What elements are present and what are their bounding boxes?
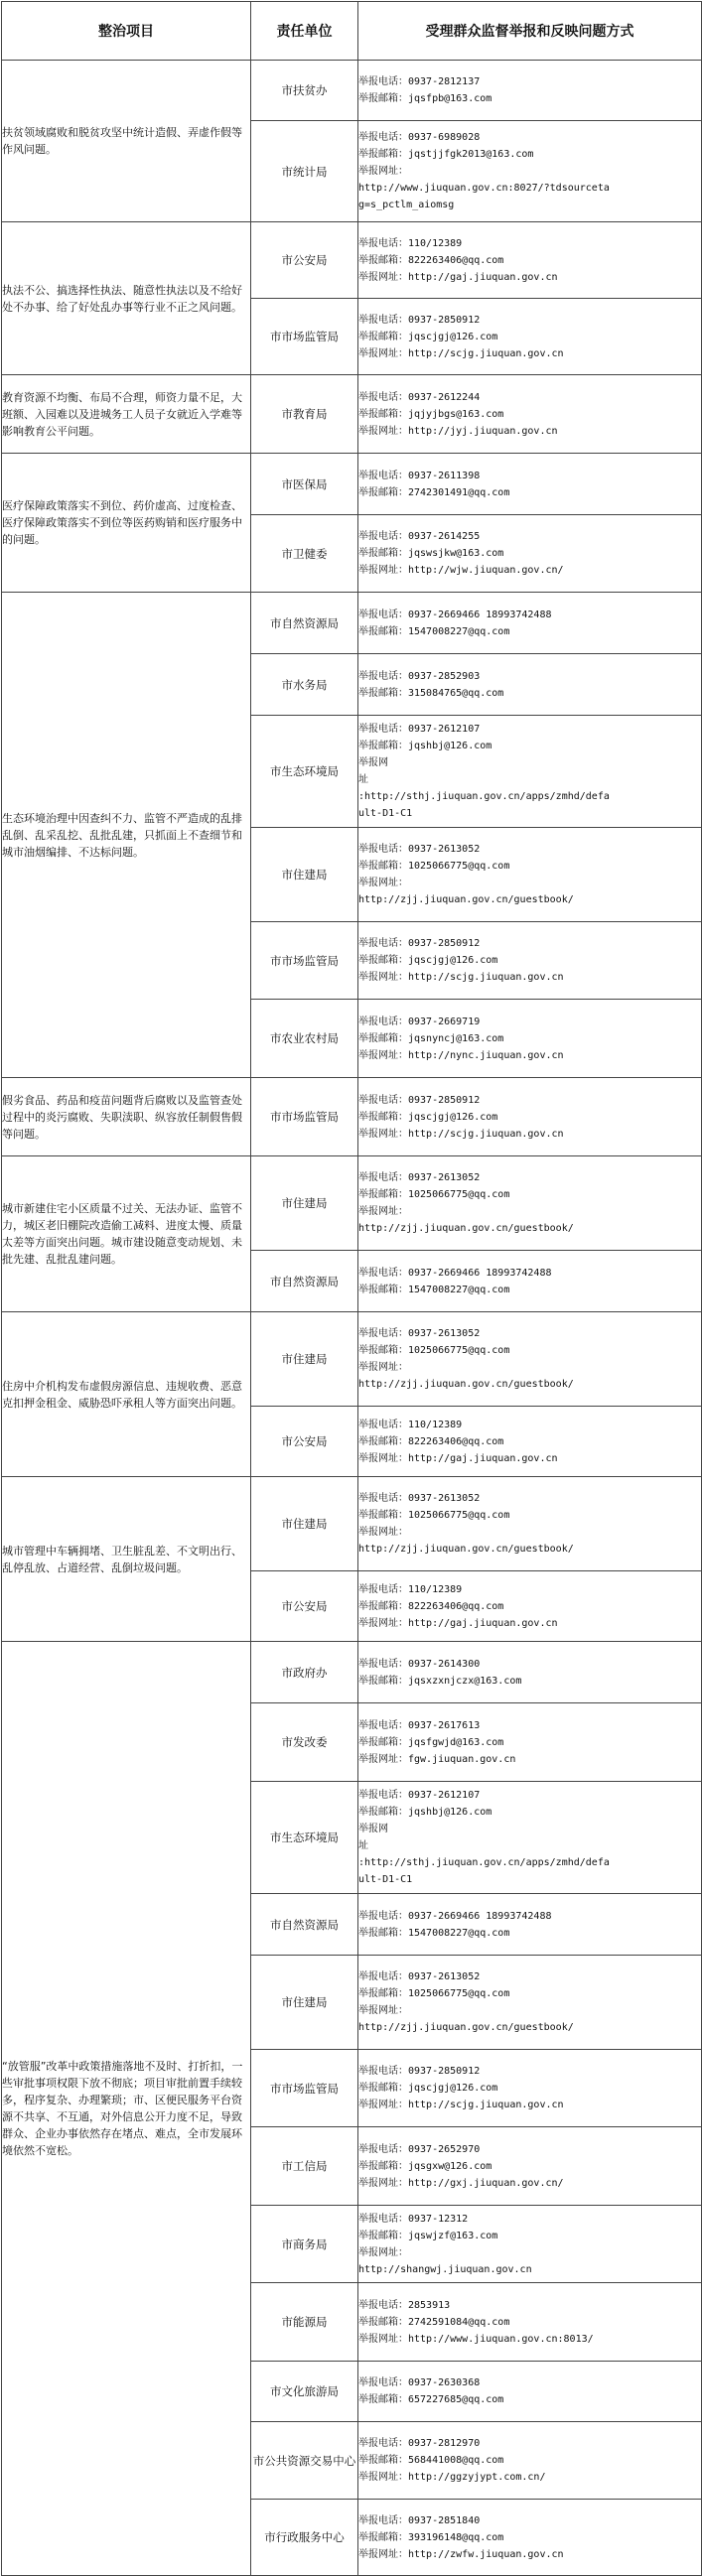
contact-line: 举报电话：0937-2850912 <box>358 1094 481 1106</box>
contact-cell <box>358 515 702 593</box>
issue-cell: “放管服”改革中政策措施落地不及时、打折扣，一些审批事项权限下放不彻底；项目审批前置手续较多，程序复杂、办理繁琐；市、区便民服务平台资源不共享、不互通，对外信息公开力度不足，导致群众、企业办事依然存在堵点、难点，全市发展环境依然不宽松。 <box>2 1642 251 2576</box>
table-row <box>2 222 702 299</box>
contact-cell <box>358 299 702 375</box>
table-row <box>2 1312 702 1407</box>
dept-cell: 市住建局 <box>251 1956 358 2050</box>
contact-cell <box>358 121 702 222</box>
dept-cell: 市政府办 <box>251 1642 358 1703</box>
contact-line: 举报邮箱：jqjyjbgs@163.com <box>358 408 504 420</box>
contact-line: http://zjj.jiuquan.gov.cn/guestbook/ <box>358 1223 574 1234</box>
contact-line: 举报电话：0937-2669466 18993742488 <box>358 1910 552 1922</box>
dept-cell: 市医保局 <box>251 454 358 515</box>
contact-line: 举报邮箱：jqsnyncj@163.com <box>358 1032 504 1044</box>
contact-line: 举报网址：http://jyj.jiuquan.gov.cn <box>358 425 558 437</box>
contact-line: 举报邮箱：1547008227@qq.com <box>358 1284 510 1295</box>
contact-cell <box>358 2422 702 2500</box>
table-row <box>2 593 702 654</box>
contact-line: 举报网址：http://zwfw.jiuquan.gov.cn <box>358 2548 564 2560</box>
contact-line: 举报邮箱：jqscjgj@126.com <box>358 2083 498 2094</box>
contact-line: 举报网址：http://scjg.jiuquan.gov.cn <box>358 1128 564 1140</box>
contact-line: http://zjj.jiuquan.gov.cn/guestbook/ <box>358 1544 574 1555</box>
issue-cell: 扶贫领域腐败和脱贫攻坚中统计造假、弄虚作假等作风问题。 <box>2 61 251 222</box>
contact-line: 举报网址：http://gaj.jiuquan.gov.cn <box>358 271 558 283</box>
contact-line: 举报邮箱：315084765@qq.com <box>358 687 504 699</box>
contact-line: 举报电话：0937-2812137 <box>358 76 481 87</box>
contact-line: 举报电话：2853913 <box>358 2299 451 2311</box>
dept-cell: 市市场监管局 <box>251 922 358 1000</box>
header-row <box>2 2 702 61</box>
contact-line: 举报电话：0937-2850912 <box>358 2066 481 2077</box>
contact-cell <box>358 61 702 121</box>
contact-line: 举报网址： <box>358 2005 408 2016</box>
contact-line: http://www.jiuquan.gov.cn:8027/?tdsourceta <box>358 183 610 194</box>
dept-cell: 市市场监管局 <box>251 1078 358 1156</box>
contact-line: http://zjj.jiuquan.gov.cn/guestbook/ <box>358 1379 574 1390</box>
contact-line: 举报邮箱：1025066775@qq.com <box>358 1345 510 1356</box>
contact-line: 举报邮箱：jqsgxw@126.com <box>358 2160 492 2172</box>
dept-cell: 市自然资源局 <box>251 593 358 654</box>
contact-line: 举报电话：0937-2613052 <box>358 1172 481 1183</box>
contact-line: 举报电话：0937-2611398 <box>358 470 481 481</box>
issue-cell: 生态环境治理中因查纠不力、监管不严造成的乱排乱倒、乱采乱挖、乱批乱建，只抓面上不查细节和城市油烟编排、不达标问题。 <box>2 593 251 1078</box>
dept-cell: 市发改委 <box>251 1703 358 1782</box>
issue-cell: 医疗保障政策落实不到位、药价虚高、过度检查、医疗保障政策落实不到位等医药购销和医疗服务中的问题。 <box>2 454 251 593</box>
table-body <box>2 61 702 2576</box>
contact-cell <box>358 1156 702 1251</box>
contact-line: 举报邮箱：jqshbj@126.com <box>358 741 492 751</box>
issue-cell: 教育资源不均衡、布局不合理，师资力量不足，大班额、入园难以及进城务工人员子女就近入学难等影响教育公平问题。 <box>2 375 251 454</box>
table-row <box>2 454 702 515</box>
issue-cell: 城市新建住宅小区质量不过关、无法办证、监管不力，城区老旧棚院改造偷工减料、进度太慢、质量太差等方面突出问题。城市建设随意变动规划、未批先建、乱批乱建问题。 <box>2 1156 251 1312</box>
contact-line: 举报邮箱：822263406@qq.com <box>358 1435 504 1447</box>
contact-cell <box>358 1251 702 1312</box>
contact-line: 举报邮箱：jqsxzxnjczx@163.com <box>358 1675 522 1687</box>
table-row <box>2 61 702 121</box>
contact-line: 举报邮箱：1547008227@qq.com <box>358 625 510 637</box>
contact-line: 举报电话：0937-2613052 <box>358 844 481 855</box>
table-row <box>2 375 702 454</box>
issue-cell: 执法不公、搞选择性执法、随意性执法以及不给好处不办事、给了好处乱办事等行业不正之风问题。 <box>2 222 251 375</box>
contact-cell <box>358 1078 702 1156</box>
contact-line: 举报邮箱：822263406@qq.com <box>358 254 504 266</box>
dept-cell: 市住建局 <box>251 1156 358 1251</box>
contact-line: 举报电话：110/12389 <box>358 1583 463 1595</box>
contact-line: 举报网址：http://scjg.jiuquan.gov.cn <box>358 972 564 983</box>
contact-line: 举报电话：0937-2850912 <box>358 938 481 949</box>
contact-line: 举报电话：0937-2812970 <box>358 2438 481 2449</box>
contact-cell <box>358 1956 702 2050</box>
contact-line: 举报网址： <box>358 166 408 177</box>
contact-line: 举报电话：0937-12312 <box>358 2213 469 2225</box>
contact-cell <box>358 1782 702 1894</box>
table-row <box>2 1156 702 1251</box>
contact-line: 举报电话：0937-2614255 <box>358 531 481 542</box>
contact-cell <box>358 593 702 654</box>
contact-line: 举报邮箱：jqsfpb@163.com <box>358 93 492 104</box>
contact-line: 举报电话：110/12389 <box>358 237 463 249</box>
contact-line: 举报邮箱：1025066775@qq.com <box>358 1189 510 1200</box>
contact-cell <box>358 2500 702 2576</box>
contact-line: 举报电话：0937-2652970 <box>358 2143 481 2155</box>
contact-line: http://zjj.jiuquan.gov.cn/guestbook/ <box>358 894 574 905</box>
dept-cell: 市能源局 <box>251 2283 358 2362</box>
contact-line: 举报邮箱：1025066775@qq.com <box>358 861 510 872</box>
contact-line: 举报网址：http://ggzyjypt.com.cn/ <box>358 2472 546 2483</box>
dept-cell: 市自然资源局 <box>251 1894 358 1956</box>
contact-cell <box>358 2127 702 2206</box>
contact-line: 举报邮箱：jqstjjfgk2013@163.com <box>358 149 534 160</box>
contact-line: 举报电话：0937-2669466 18993742488 <box>358 609 552 620</box>
dept-cell: 市自然资源局 <box>251 1251 358 1312</box>
contact-cell <box>358 222 702 299</box>
dept-cell: 市住建局 <box>251 1312 358 1407</box>
dept-cell: 市住建局 <box>251 828 358 922</box>
dept-cell: 市水务局 <box>251 654 358 716</box>
contact-line: 举报邮箱：568441008@qq.com <box>358 2455 504 2466</box>
contact-line: 举报网址：http://scjg.jiuquan.gov.cn <box>358 2100 564 2110</box>
contact-line: 举报网址：http://wjw.jiuquan.gov.cn/ <box>358 565 564 576</box>
dept-cell: 市工信局 <box>251 2127 358 2206</box>
dept-cell: 市扶贫办 <box>251 61 358 121</box>
contact-line: 举报网址：http://nync.jiuquan.gov.cn <box>358 1049 564 1061</box>
contact-cell <box>358 454 702 515</box>
contact-line: 举报电话：0937-2617613 <box>358 1719 481 1731</box>
contact-line: 举报电话：0937-2614300 <box>358 1658 481 1670</box>
dept-cell: 市生态环境局 <box>251 716 358 828</box>
contact-line: 举报电话：0937-2852903 <box>358 670 481 682</box>
contact-line: 举报电话：0937-2851840 <box>358 2514 481 2526</box>
contact-line: 举报电话：0937-2612107 <box>358 724 481 735</box>
contact-line: 举报邮箱：2742591084@qq.com <box>358 2316 510 2328</box>
contact-line: 举报网址：http://scjg.jiuquan.gov.cn <box>358 347 564 359</box>
contact-line: 举报邮箱：1547008227@qq.com <box>358 1927 510 1939</box>
contact-cell <box>358 1894 702 1956</box>
issue-cell: 住房中介机构发布虚假房源信息、违规收费、恶意克扣押金租金、威胁恐吓承租人等方面突出问题。 <box>2 1312 251 1477</box>
contact-cell <box>358 2283 702 2362</box>
contact-line: 举报电话：0937-2612244 <box>358 391 481 403</box>
contact-line: 举报电话：0937-2613052 <box>358 1493 481 1504</box>
contact-line: :http://sthj.jiuquan.gov.cn/apps/zmhd/defa <box>358 791 610 802</box>
contact-line: 举报电话：0937-2612107 <box>358 1790 481 1801</box>
contact-cell <box>358 1571 702 1642</box>
contact-line: 举报邮箱：393196148@qq.com <box>358 2531 504 2543</box>
contact-line: 举报电话：0937-2669466 18993742488 <box>358 1267 552 1279</box>
contact-line: 举报邮箱：2742301491@qq.com <box>358 486 510 498</box>
contact-cell <box>358 1407 702 1477</box>
contact-cell <box>358 716 702 828</box>
dept-cell: 市公安局 <box>251 1407 358 1477</box>
issue-cell: 假劣食品、药品和疫苗问题背后腐败以及监管查处过程中的炎污腐败、失职渎职、纵容放任制假售假等问题。 <box>2 1078 251 1156</box>
contact-line: 举报邮箱：jqscjgj@126.com <box>358 1111 498 1123</box>
contact-line: ult-D1-C1 <box>358 808 413 819</box>
contact-line: 举报电话：0937-2850912 <box>358 314 481 326</box>
contact-cell <box>358 1000 702 1078</box>
supervision-table <box>1 1 702 2576</box>
dept-cell: 市教育局 <box>251 375 358 454</box>
contact-line: 举报邮箱：jqshbj@126.com <box>358 1807 492 1818</box>
issue-cell: 城市管理中车辆拥堵、卫生脏乱差、不文明出行、乱停乱放、占道经营、乱倒垃圾问题。 <box>2 1477 251 1642</box>
contact-line: 举报邮箱：657227685@qq.com <box>358 2394 504 2405</box>
table-row <box>2 1477 702 1571</box>
contact-line: 举报网 <box>358 757 388 768</box>
dept-cell: 市市场监管局 <box>251 299 358 375</box>
dept-cell: 市文化旅游局 <box>251 2362 358 2422</box>
contact-line: 举报网址： <box>358 878 408 888</box>
contact-line: 举报邮箱：jqsfgwjd@163.com <box>358 1736 504 1748</box>
contact-cell <box>358 828 702 922</box>
contact-cell <box>358 1312 702 1407</box>
contact-line: 址 <box>358 774 368 785</box>
contact-cell <box>358 1703 702 1782</box>
header-dept: 责任单位 <box>251 2 358 61</box>
dept-cell: 市农业农村局 <box>251 1000 358 1078</box>
contact-cell <box>358 2362 702 2422</box>
header-issue: 整治项目 <box>2 2 251 61</box>
dept-cell: 市公共资源交易中心 <box>251 2422 358 2500</box>
contact-line: 举报邮箱：jqswjzf@163.com <box>358 2230 498 2241</box>
contact-cell <box>358 2050 702 2127</box>
contact-line: 址 <box>358 1840 368 1851</box>
contact-line: 举报网址： <box>358 1362 408 1373</box>
contact-cell <box>358 1642 702 1703</box>
contact-line: 举报网址：http://gaj.jiuquan.gov.cn <box>358 1617 558 1629</box>
contact-cell <box>358 1477 702 1571</box>
contact-line: http://zjj.jiuquan.gov.cn/guestbook/ <box>358 2022 574 2033</box>
dept-cell: 市住建局 <box>251 1477 358 1571</box>
contact-line: 举报电话：0937-2630368 <box>358 2377 481 2388</box>
dept-cell: 市统计局 <box>251 121 358 222</box>
contact-line: 举报网址：fgw.jiuquan.gov.cn <box>358 1753 516 1765</box>
contact-line: :http://sthj.jiuquan.gov.cn/apps/zmhd/defa <box>358 1857 610 1868</box>
contact-line: 举报邮箱：1025066775@qq.com <box>358 1510 510 1521</box>
dept-cell: 市公安局 <box>251 1571 358 1642</box>
dept-cell: 市卫健委 <box>251 515 358 593</box>
contact-line: 举报电话：0937-2613052 <box>358 1328 481 1339</box>
contact-line: 举报网 <box>358 1824 388 1834</box>
contact-line: http://shangwj.jiuquan.gov.cn <box>358 2263 532 2275</box>
contact-line: 举报电话：0937-2613052 <box>358 1971 481 1982</box>
contact-line: 举报网址：http://gaj.jiuquan.gov.cn <box>358 1452 558 1464</box>
contact-line: 举报电话：0937-2669719 <box>358 1016 481 1027</box>
contact-line: 举报网址： <box>358 2246 408 2258</box>
contact-line: ult-D1-C1 <box>358 1874 413 1885</box>
contact-line: 举报邮箱：822263406@qq.com <box>358 1600 504 1612</box>
contact-cell <box>358 922 702 1000</box>
contact-cell <box>358 375 702 454</box>
dept-cell: 市市场监管局 <box>251 2050 358 2127</box>
contact-line: 举报网址： <box>358 1527 408 1538</box>
dept-cell: 市商务局 <box>251 2206 358 2283</box>
dept-cell: 市行政服务中心 <box>251 2500 358 2576</box>
contact-line: 举报电话：110/12389 <box>358 1419 463 1430</box>
contact-line: 举报网址：http://gxj.jiuquan.gov.cn/ <box>358 2177 564 2189</box>
contact-line: 举报电话：0937-6989028 <box>358 132 481 143</box>
table-row <box>2 1642 702 1703</box>
contact-line: 举报网址： <box>358 1206 408 1217</box>
dept-cell: 市公安局 <box>251 222 358 299</box>
contact-line: 举报邮箱：jqscjgj@126.com <box>358 331 498 342</box>
contact-cell <box>358 654 702 716</box>
table-row <box>2 1078 702 1156</box>
contact-line: 举报邮箱：jqscjgj@126.com <box>358 955 498 966</box>
contact-line: 举报网址：http://www.jiuquan.gov.cn:8013/ <box>358 2333 594 2345</box>
contact-line: 举报邮箱：1025066775@qq.com <box>358 1988 510 1999</box>
contact-cell <box>358 2206 702 2283</box>
header-contact: 受理群众监督举报和反映问题方式 <box>358 2 702 61</box>
contact-line: 举报邮箱：jqswsjkw@163.com <box>358 548 504 559</box>
contact-line: g=s_pctlm_aiomsg <box>358 200 455 210</box>
dept-cell: 市生态环境局 <box>251 1782 358 1894</box>
